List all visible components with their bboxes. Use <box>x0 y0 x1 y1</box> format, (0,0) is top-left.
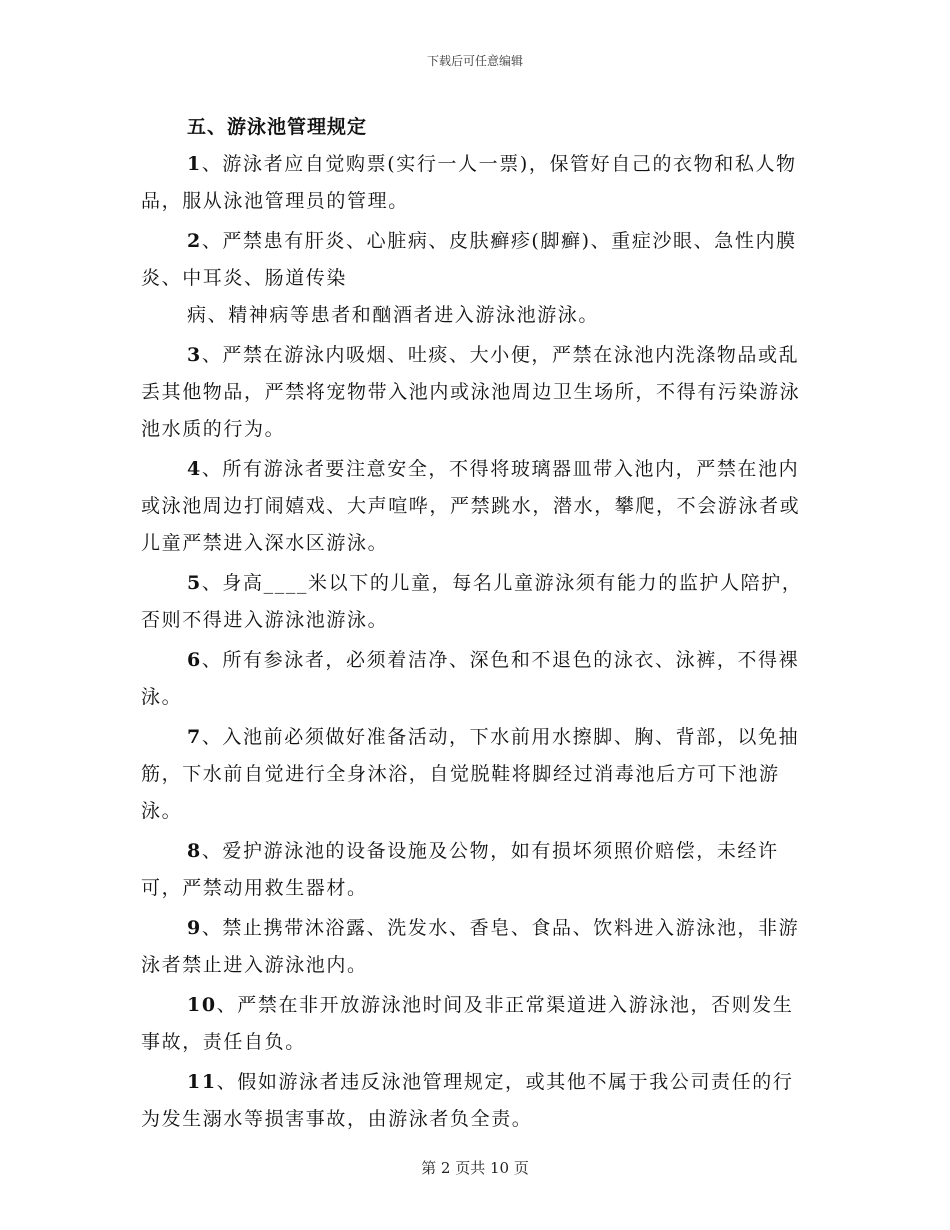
section-title: 五、游泳池管理规定 <box>187 116 368 138</box>
rule-number: 9 <box>187 917 202 939</box>
rule-number: 5 <box>187 572 202 594</box>
page-footer: 第 2 页共 10 页 <box>421 1159 529 1177</box>
rule-text: 、所有参泳者，必须着洁净、深色和不退色的泳衣、泳裤，不得裸泳。 <box>141 649 800 708</box>
rule-number: 2 <box>187 230 202 252</box>
rule-text: 病、精神病等患者和酗酒者进入游泳池游泳。 <box>187 304 600 326</box>
rule-item-10 <box>141 987 813 1061</box>
rule-item-4 <box>141 451 813 562</box>
rule-item-7 <box>141 719 813 830</box>
rule-text: 、严禁在非开放游泳池时间及非正常渠道进入游泳池，否则发生事故，责任自负。 <box>141 994 794 1053</box>
rule-text: 、严禁在游泳内吸烟、吐痰、大小便，严禁在泳池内洗涤物品或乱丢其他物品，严禁将宠物带入池内或泳池周边卫生场所，不得有污染游泳池水质的行为。 <box>141 344 801 440</box>
page-header: 下载后可任意编辑 <box>426 54 523 68</box>
rule-text: 、禁止携带沐浴露、洗发水、香皂、食品、饮料进入游泳池，非游泳者禁止进入游泳池内。 <box>141 917 800 976</box>
rule-number: 7 <box>187 726 202 748</box>
rule-number: 1 <box>187 153 202 175</box>
rule-text: 、游泳者应自觉购票(实行一人一票)，保管好自己的衣物和私人物品，服从泳池管理员的管理。 <box>141 153 797 212</box>
rule-item-3 <box>141 337 813 448</box>
rule-number: 10 <box>187 994 217 1016</box>
rule-item-11 <box>141 1064 813 1138</box>
rule-number: 8 <box>187 840 202 862</box>
rule-text: 、严禁患有肝炎、心脏病、皮肤癣疹(脚癣)、重症沙眼、急性内膜炎、中耳炎、肠道传染 <box>141 230 797 289</box>
rule-number: 4 <box>187 458 202 480</box>
rule-item-6 <box>141 642 813 716</box>
rule-text: 、入池前必须做好准备活动，下水前用水擦脚、胸、背部，以免抽筋，下水前自觉进行全身沐浴，自觉脱鞋将脚经过消毒池后方可下池游泳。 <box>141 726 800 822</box>
rule-item-2 <box>141 223 813 297</box>
rule-text: 、假如游泳者违反泳池管理规定，或其他不属于我公司责任的行为发生溺水等损害事故，由游泳者负全责。 <box>141 1071 794 1130</box>
rule-number: 3 <box>187 344 202 366</box>
rule-number: 11 <box>187 1071 217 1093</box>
rule-text: 、所有游泳者要注意安全，不得将玻璃器皿带入池内，严禁在池内或泳池周边打闹嬉戏、大声喧哗，严禁跳水，潜水，攀爬，不会游泳者或儿童严禁进入深水区游泳。 <box>141 458 801 554</box>
rule-item-5 <box>141 565 813 639</box>
rule-text: 、爱护游泳池的设备设施及公物，如有损坏须照价赔偿，未经许可，严禁动用救生器材。 <box>141 840 779 899</box>
rule-item-2-continued <box>141 297 813 334</box>
document-body <box>141 112 813 1141</box>
rule-item-8 <box>141 833 813 907</box>
rule-number: 6 <box>187 649 202 671</box>
rule-item-1 <box>141 146 813 220</box>
rule-text: 、身高____米以下的儿童，每名儿童游泳须有能力的监护人陪护，否则不得进入游泳池游泳。 <box>141 572 803 631</box>
rule-item-9 <box>141 910 813 984</box>
